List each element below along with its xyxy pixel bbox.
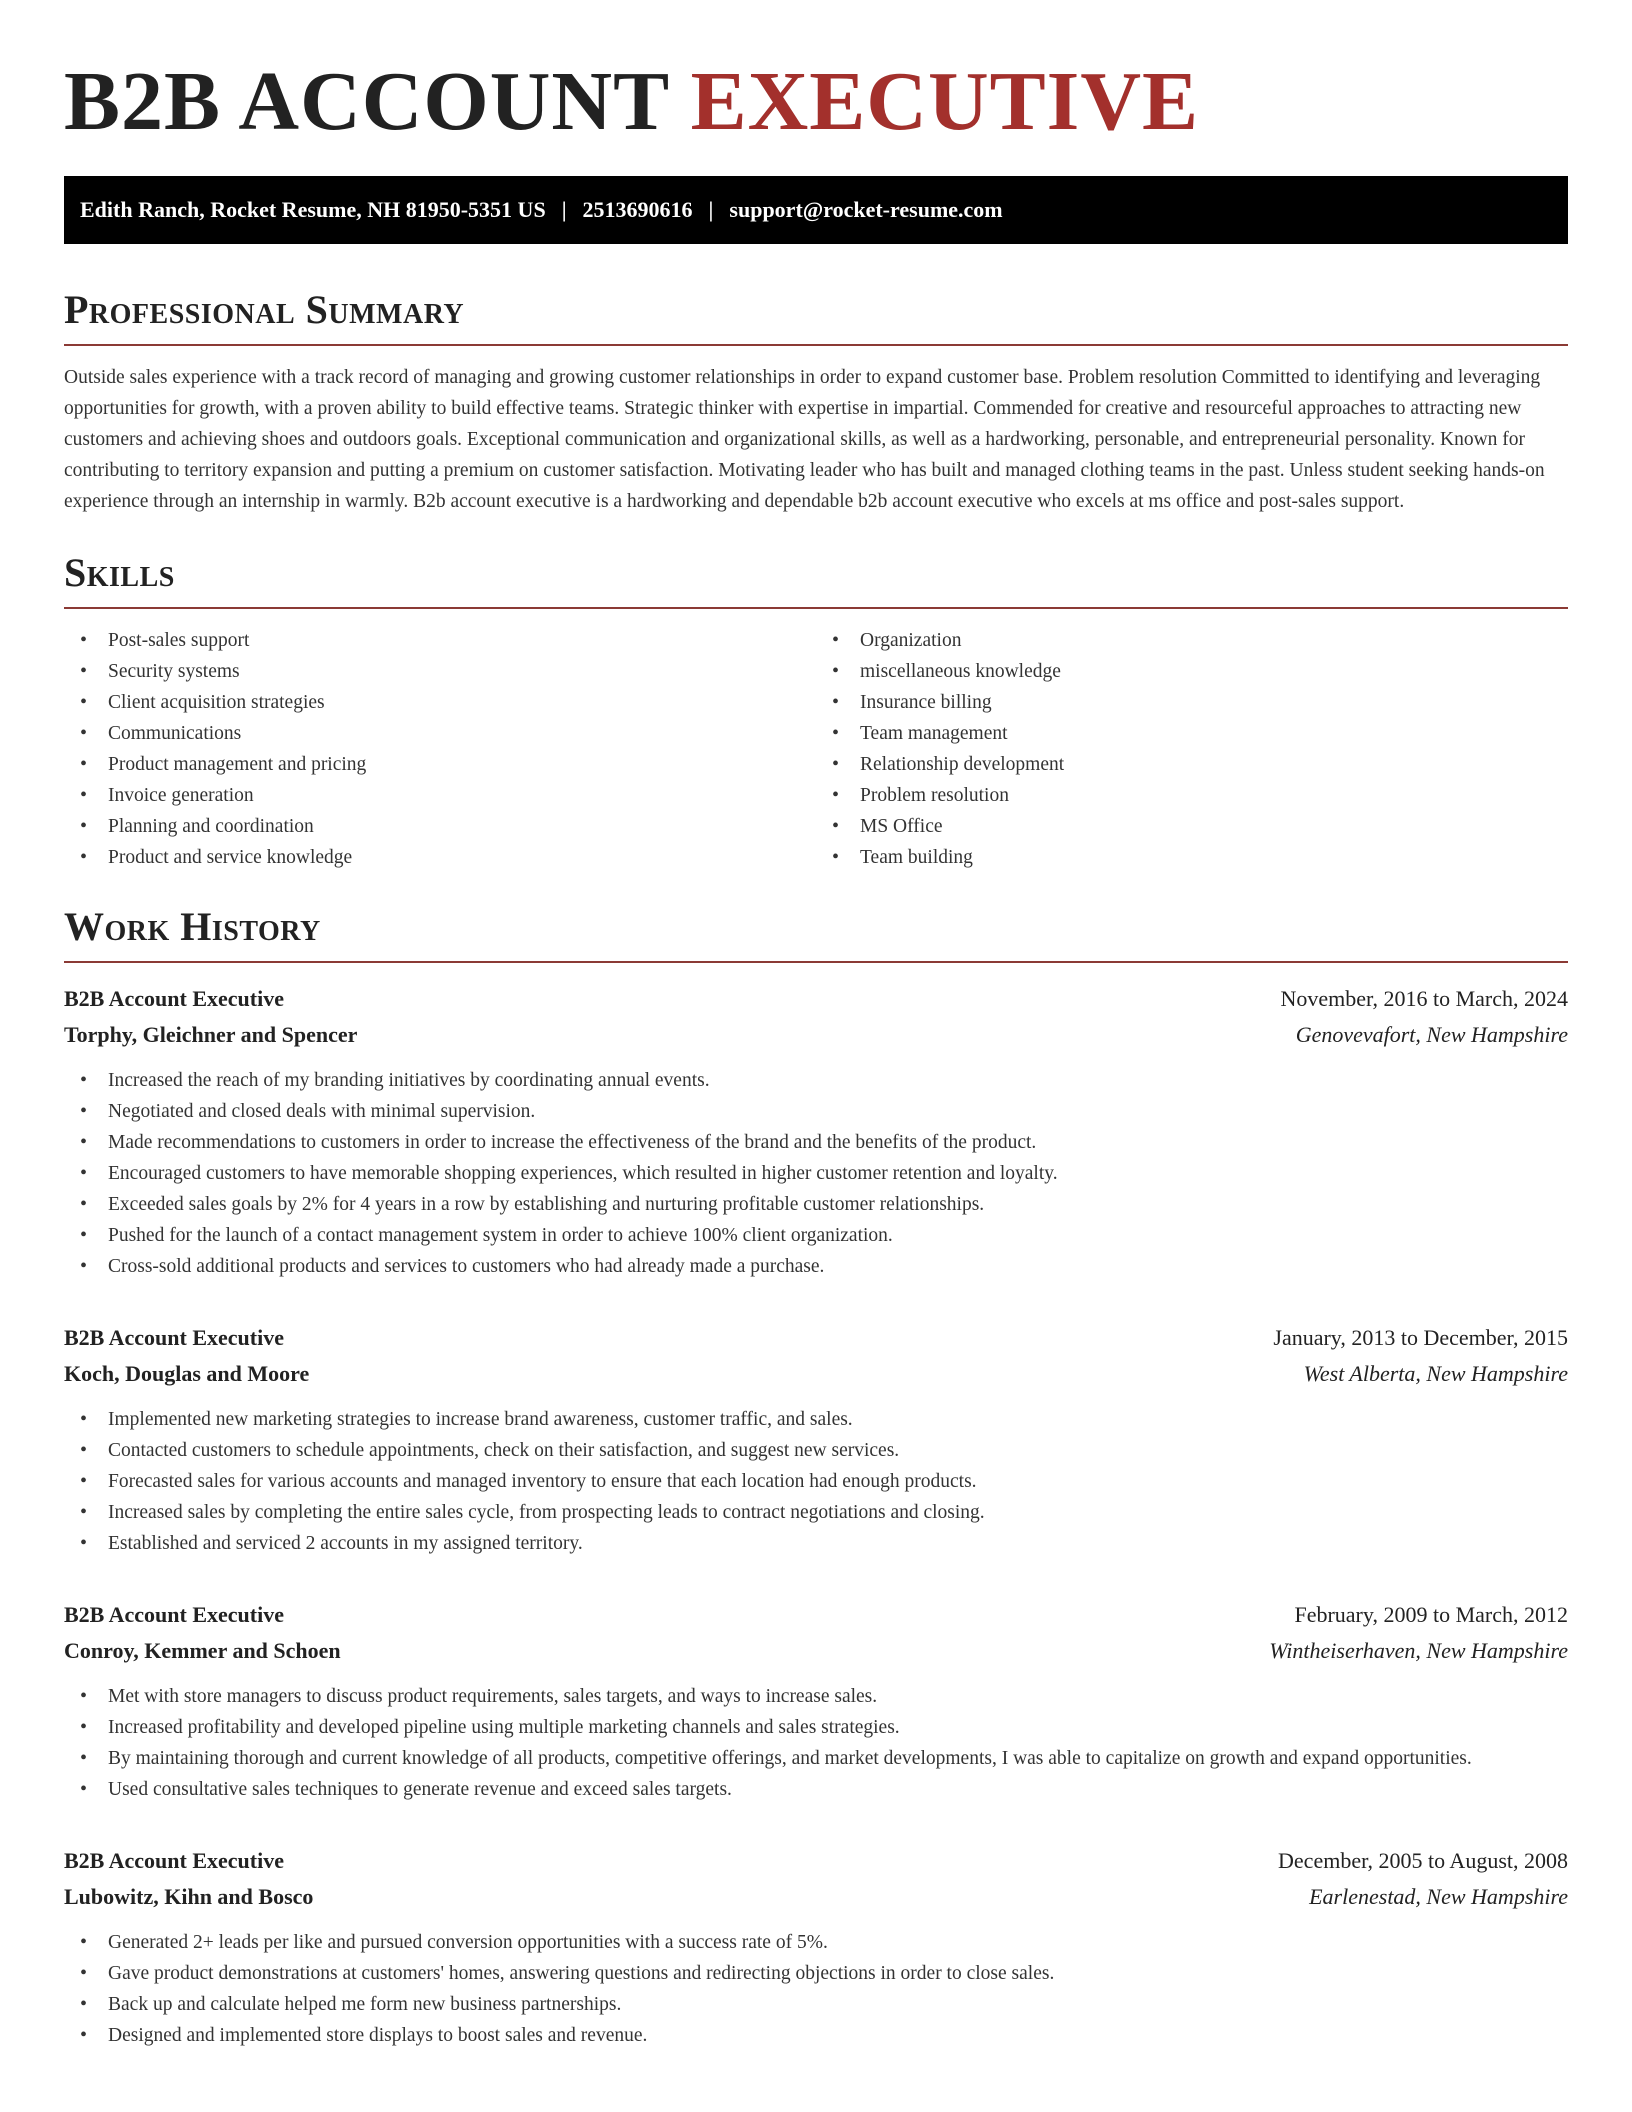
job-header-row <box>64 1597 1568 1633</box>
skill-item: • Post-sales support <box>64 625 816 656</box>
job-company-row <box>64 1633 1568 1669</box>
job-location: Earlenestad, New Hampshire <box>1309 1884 1568 1909</box>
job-company: Koch, Douglas and Moore <box>64 1361 310 1386</box>
job-entry <box>64 981 1568 1282</box>
contact-bar <box>64 176 1568 244</box>
job-bullets <box>64 1404 1568 1559</box>
job-bullet: • By maintaining thorough and current knowledge of all products, competitive offerings, and market developments, I was able to capitalize on growth and expand opportunities. <box>64 1743 1568 1774</box>
resume-title <box>64 0 1568 152</box>
job-bullet: • Negotiated and closed deals with minimal supervision. <box>64 1096 1568 1127</box>
skill-item: • Communications <box>64 718 816 749</box>
job-location: West Alberta, New Hampshire <box>1303 1361 1568 1386</box>
job-company: Lubowitz, Kihn and Bosco <box>64 1884 314 1909</box>
job-entry <box>64 1597 1568 1805</box>
contact-separator: | <box>708 197 714 222</box>
job-dates: January, 2013 to December, 2015 <box>1273 1325 1568 1350</box>
job-header-row <box>64 981 1568 1017</box>
job-bullet: • Pushed for the launch of a contact management system in order to achieve 100% client organization. <box>64 1220 1568 1251</box>
job-bullet: • Increased the reach of my branding initiatives by coordinating annual events. <box>64 1065 1568 1096</box>
job-bullet: • Exceeded sales goals by 2% for 4 years in a row by establishing and nurturing profitable customer relationships. <box>64 1189 1568 1220</box>
job-bullet: • Forecasted sales for various accounts and managed inventory to ensure that each location had enough products. <box>64 1466 1568 1497</box>
job-bullet: • Established and serviced 2 accounts in my assigned territory. <box>64 1528 1568 1559</box>
job-title: B2B Account Executive <box>64 1848 284 1873</box>
job-bullets <box>64 1927 1568 2051</box>
job-title: B2B Account Executive <box>64 1602 284 1627</box>
skills-list <box>64 625 1568 873</box>
job-bullets <box>64 1681 1568 1805</box>
job-bullet: • Increased sales by completing the entire sales cycle, from prospecting leads to contract negotiations and closing. <box>64 1497 1568 1528</box>
job-bullet: • Increased profitability and developed pipeline using multiple marketing channels and sales strategies. <box>64 1712 1568 1743</box>
contact-address: Edith Ranch, Rocket Resume, NH 81950-5351 US <box>80 197 546 222</box>
skill-item: • Planning and coordination <box>64 811 816 842</box>
job-bullet: • Contacted customers to schedule appointments, check on their satisfaction, and suggest new services. <box>64 1435 1568 1466</box>
summary-text: Outside sales experience with a track record of managing and growing customer relationships in order to expand customer base. Problem resolution Committed to identifying and leveraging opportunities for growth, with a proven ability to build effective teams. Strategic thinker with expertise in impartial. Commended for creative and resourceful approaches to attracting new customers and achieving shoes and outdoors goals. Exceptional communication and organizational skills, as well as a hardworking, personable, and entrepreneurial personality. Known for contributing to territory expansion and putting a premium on customer satisfaction. Motivating leader who has built and managed clothing teams in the past. Unless student seeking hands-on experience through an internship in warmly. B2b account executive is a hardworking and dependable b2b account executive who excels at ms office and post-sales support. <box>64 367 1545 512</box>
skills-column-right <box>816 625 1568 873</box>
skill-item: • Team management <box>816 718 1568 749</box>
job-company: Torphy, Gleichner and Spencer <box>64 1022 358 1047</box>
skills-column-left <box>64 625 816 873</box>
job-entry <box>64 1843 1568 2051</box>
skill-item: • Organization <box>816 625 1568 656</box>
job-company-row <box>64 1356 1568 1392</box>
title-part-1: B2B ACCOUNT <box>64 55 669 148</box>
skill-item: • Product and service knowledge <box>64 842 816 873</box>
skill-item: • Problem resolution <box>816 780 1568 811</box>
job-company-row <box>64 1879 1568 1915</box>
skill-item: • Team building <box>816 842 1568 873</box>
job-dates: February, 2009 to March, 2012 <box>1294 1602 1568 1627</box>
job-location: Genovevafort, New Hampshire <box>1295 1022 1568 1047</box>
job-dates: November, 2016 to March, 2024 <box>1280 986 1568 1011</box>
job-bullet: • Cross-sold additional products and services to customers who had already made a purchase. <box>64 1251 1568 1282</box>
job-header-row <box>64 1843 1568 1879</box>
job-title: B2B Account Executive <box>64 986 284 1011</box>
skill-item: • MS Office <box>816 811 1568 842</box>
job-bullet: • Gave product demonstrations at customers' homes, answering questions and redirecting objections in order to close sales. <box>64 1958 1568 1989</box>
job-company-row <box>64 1017 1568 1053</box>
job-bullet: • Used consultative sales techniques to generate revenue and exceed sales targets. <box>64 1774 1568 1805</box>
job-bullets <box>64 1065 1568 1282</box>
contact-phone: 2513690616 <box>582 197 693 222</box>
contact-email: support@rocket-resume.com <box>729 197 1003 222</box>
job-bullet: • Made recommendations to customers in order to increase the effectiveness of the brand and the benefits of the product. <box>64 1127 1568 1158</box>
job-header-row <box>64 1320 1568 1356</box>
skill-item: • miscellaneous knowledge <box>816 656 1568 687</box>
skill-item: • Security systems <box>64 656 816 687</box>
job-company: Conroy, Kemmer and Schoen <box>64 1638 341 1663</box>
job-bullet: • Designed and implemented store displays to boost sales and revenue. <box>64 2020 1568 2051</box>
summary-heading: Professional Summary <box>64 286 1568 346</box>
skill-item: • Insurance billing <box>816 687 1568 718</box>
job-dates: December, 2005 to August, 2008 <box>1278 1848 1568 1873</box>
job-bullet: • Generated 2+ leads per like and pursued conversion opportunities with a success rate of 5%. <box>64 1927 1568 1958</box>
job-title: B2B Account Executive <box>64 1325 284 1350</box>
skill-item: • Product management and pricing <box>64 749 816 780</box>
contact-separator: | <box>561 197 567 222</box>
skills-heading: Skills <box>64 549 1568 609</box>
skill-item: • Invoice generation <box>64 780 816 811</box>
job-bullet: • Met with store managers to discuss product requirements, sales targets, and ways to increase sales. <box>64 1681 1568 1712</box>
job-bullet: • Encouraged customers to have memorable shopping experiences, which resulted in higher customer retention and loyalty. <box>64 1158 1568 1189</box>
work-history-heading: Work History <box>64 903 1568 963</box>
job-bullet: • Implemented new marketing strategies to increase brand awareness, customer traffic, and sales. <box>64 1404 1568 1435</box>
job-entry <box>64 1320 1568 1559</box>
skill-item: • Relationship development <box>816 749 1568 780</box>
job-location: Wintheiserhaven, New Hampshire <box>1269 1638 1568 1663</box>
skill-item: • Client acquisition strategies <box>64 687 816 718</box>
title-part-2: EXECUTIVE <box>690 55 1200 148</box>
job-bullet: • Back up and calculate helped me form new business partnerships. <box>64 1989 1568 2020</box>
